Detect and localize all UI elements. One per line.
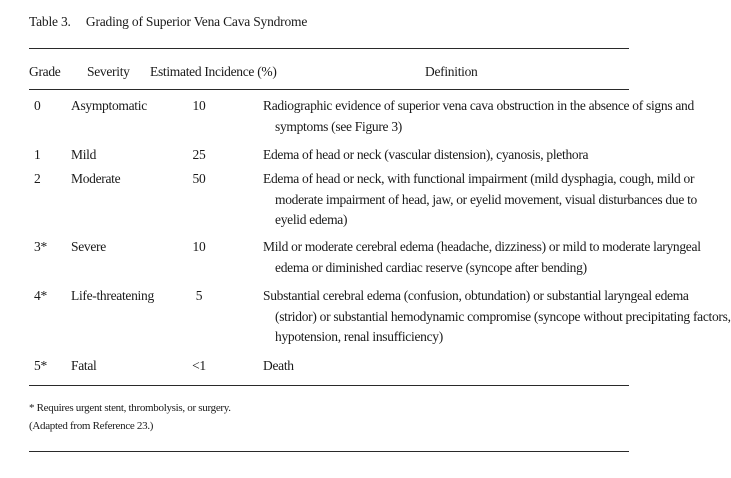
footnote-asterisk: * Requires urgent stent, thrombolysis, or surgery. [29,402,231,414]
cell-incidence: 50 [192,171,206,186]
header-grade: Grade [29,64,61,79]
table-top-rule [29,48,629,49]
cell-definition [263,237,701,278]
definition-line: hypotension, renal insufficiency) [275,329,443,344]
definition-line: Edema of head or neck (vascular distension), cyanosis, plethora [263,147,589,162]
definition-line: symptoms (see Figure 3) [275,118,402,134]
cell-severity: Fatal [71,358,97,373]
cell-severity: Severe [71,239,106,254]
cell-severity: Moderate [71,171,121,186]
cell-grade: 5* [34,358,47,373]
cell-severity: Mild [71,147,97,162]
cell-severity: Asymptomatic [71,98,147,113]
cell-grade: 0 [34,98,41,113]
cell-definition [263,286,731,348]
definition-line: Mild or moderate cerebral edema (headache, dizziness) or mild to moderate laryngeal [263,239,701,254]
definition-line: eyelid edema) [275,212,348,227]
cell-grade: 1 [34,147,41,162]
footnote-source: (Adapted from Reference 23.) [29,420,154,432]
table-bottom-rule [29,385,629,386]
header-incidence: Estimated Incidence (%) [150,64,277,79]
cell-grade: 4* [34,288,47,303]
definition-line: Radiographic evidence of superior vena cava obstruction in the absence of signs and [263,98,694,113]
cell-definition [263,356,631,377]
table-caption [29,14,307,30]
definition-line: Edema of head or neck, with functional impairment (mild dysphagia, cough, mild or [263,171,695,186]
table-title: Grading of Superior Vena Cava Syndrome [85,14,308,29]
definition-line: Death [263,358,294,373]
cell-definition [263,169,697,231]
cell-grade: 2 [34,171,41,186]
definition-line: (stridor) or substantial hemodynamic compromise (syncope without precipitating factors, [275,308,731,324]
header-definition: Definition [425,64,478,79]
cell-incidence: 5 [195,288,203,303]
cell-grade: 3* [34,239,47,254]
cell-incidence: 10 [192,98,206,113]
cell-incidence: 10 [192,239,206,254]
definition-line: edema or diminished cardiac reserve (syncope after bending) [275,259,587,275]
cell-severity: Life-threatening [71,288,154,303]
cell-definition [263,145,631,166]
table-header-rule [29,89,629,90]
header-severity: Severity [87,64,130,79]
document-end-rule [29,451,629,452]
definition-line: Substantial cerebral edema (confusion, obtundation) or substantial laryngeal edema [263,288,689,303]
table-number: Table 3. [29,14,71,29]
definition-line: moderate impairment of head, jaw, or eyelid movement, visual disturbances due to [275,191,697,207]
cell-incidence: 25 [192,147,206,162]
cell-definition [263,96,694,137]
cell-incidence: <1 [192,358,206,373]
